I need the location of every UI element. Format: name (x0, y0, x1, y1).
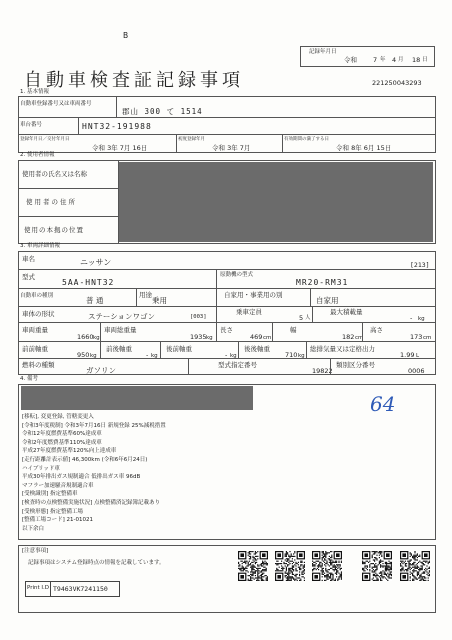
private-value: 自家用 (316, 296, 339, 305)
height-value: 173 (410, 333, 423, 341)
chassis-value: HNT32-191988 (82, 122, 152, 131)
remark-line: 令和12年度燃費基準60%達成車 (22, 431, 102, 438)
type-cert-label: 型式指定番号 (218, 361, 257, 369)
section-3-title: 3. 車両詳細情報 (20, 243, 60, 249)
width-label: 幅 (290, 326, 297, 334)
notice-text: 記録事項はシステム登録時点の情報を記載しています。 (28, 560, 165, 566)
record-date-label: 記録年月日 (309, 49, 337, 55)
remark-line: [受検形態] 指定整備工場 (22, 508, 84, 515)
remark-line: 平成30年排出ガス規制適合 低排出ガス車 96dB (22, 474, 141, 481)
model-value: 5AA-HNT32 (62, 278, 115, 287)
length-value: 469 (250, 333, 263, 341)
print-id-label: Print I.D (27, 585, 50, 591)
redacted-user-info (119, 162, 433, 242)
redacted-note (21, 386, 253, 410)
remarks-list (22, 413, 322, 533)
first-reg-label: 初度登録年月 (178, 137, 205, 142)
record-date-month: 4 (392, 56, 397, 64)
expiry-label: 有効期間の満了する日 (284, 137, 329, 142)
remark-line: マフラー加速騒音規制適合車 (22, 482, 94, 489)
record-date-era: 令和 (344, 56, 357, 64)
max-load-label: 最大積載量 (330, 308, 363, 316)
use-label: 用途 (139, 291, 152, 299)
type-cert-value: 19822 (312, 367, 333, 375)
remark-line: 平成27年度燃費基準120%向上達成車 (22, 448, 117, 455)
engine-value: MR20-RM31 (296, 278, 349, 287)
rear-rear-axle-label: 後後軸重 (244, 345, 270, 353)
vehicle-kind-label: 自動車の種別 (20, 293, 54, 299)
handwritten-note: 64 (370, 392, 396, 416)
remark-line: [令和3年度税制] 令和3年7月16日 新規登録 25%減税措置 (22, 422, 166, 429)
rear-rear-axle-value: 710 (285, 351, 298, 359)
remark-line: [走行距離計表示値] 46,300km (令和6年6月24日) (22, 456, 148, 463)
remark-line: ハイブリッド車 (22, 465, 60, 472)
user-address-label: 使用者の住所 (26, 198, 77, 206)
page-title: 自動車検査証記録事項 (24, 70, 244, 91)
front-front-axle-label: 前前軸重 (22, 345, 48, 353)
displacement-value: 1.99 (400, 351, 415, 359)
vehicle-kind-value: 普 通 (86, 296, 104, 305)
remark-line: [検査時の点検整備実施状況] 点検整備済記録簿記載あり (22, 499, 161, 506)
remark-line: 令和2年度燃費基準110%達成車 (22, 439, 102, 446)
maker-code: [213] (410, 261, 430, 269)
print-id-value: T9463VK7241150 (53, 585, 108, 593)
capacity-value: 5 (299, 314, 304, 322)
class-number-label: 類別区分番号 (336, 361, 375, 369)
rear-front-axle-label: 後前軸重 (166, 345, 192, 353)
qr-code-2 (275, 551, 305, 581)
section-1-title: 1. 基本情報 (20, 89, 49, 95)
private-label: 自家用・事業用の別 (224, 291, 283, 299)
notice-title: [注意事項] (22, 548, 49, 554)
displacement-label: 総排気量又は定格出力 (310, 345, 375, 353)
reg-date-label: 登録年月日／交付年月日 (20, 137, 70, 142)
body-label: 車体の形状 (22, 310, 55, 318)
maker-value: ニッサン (80, 258, 112, 267)
class-number-value: 0006 (408, 367, 425, 375)
max-load-value: - (410, 314, 413, 322)
user-name-label: 使用者の氏名又は名称 (22, 170, 87, 178)
expiry-value: 令和 8年 6月 15日 (336, 144, 392, 152)
reg-date-value: 令和 3年 7月 16日 (92, 144, 148, 152)
gross-weight-value: 1935 (190, 333, 207, 341)
remark-line: [受検識別] 指定整備車 (22, 491, 78, 498)
b-mark: B (123, 31, 129, 40)
weight-label: 車両重量 (22, 326, 48, 334)
weight-value: 1660 (77, 333, 94, 341)
qr-code-5 (400, 551, 430, 581)
model-label: 型式 (22, 273, 35, 281)
section-2-title: 2. 使用者情報 (20, 152, 55, 158)
qr-code-4 (362, 551, 392, 581)
front-front-axle-value: 950 (77, 351, 90, 359)
qr-code-1 (238, 551, 268, 581)
capacity-label: 乗車定員 (236, 308, 262, 316)
body-code: [003] (190, 314, 207, 320)
record-date-year: 7 (373, 56, 378, 64)
length-label: 長さ (220, 326, 233, 334)
base-location-label: 使用の本拠の位置 (24, 226, 84, 234)
maker-label: 車名 (22, 255, 35, 263)
remark-line: [移転], 変更登録, 管轄変更入 (22, 414, 94, 420)
reg-number-label: 自動車登録番号又は車両番号 (20, 101, 92, 107)
section-4-title: 4. 備考 (20, 376, 38, 382)
width-value: 182 (342, 333, 355, 341)
remark-line: 以下余白 (22, 525, 45, 532)
fuel-label: 燃料の種類 (22, 361, 55, 369)
rear-front-axle-value: - (225, 351, 228, 359)
front-rear-axle-value: - (146, 351, 149, 359)
front-rear-axle-label: 前後軸重 (106, 345, 132, 353)
use-value: 乗用 (152, 296, 167, 305)
document-number: 221250043293 (372, 79, 422, 87)
height-label: 高さ (370, 326, 383, 334)
fuel-value: ガソリン (86, 366, 116, 375)
first-reg-value: 令和 3年 7月 (212, 144, 251, 152)
chassis-label: 車台番号 (20, 122, 43, 128)
record-date-box: 記録年月日 令和 7 年 4 月 18 日 (300, 46, 435, 67)
qr-code-3 (312, 551, 342, 581)
record-date-day: 18 (412, 56, 421, 64)
gross-weight-label: 車両総重量 (104, 326, 137, 334)
remark-line: [整備工場コード] 21-01021 (22, 517, 94, 524)
engine-label: 原動機の型式 (220, 272, 254, 278)
body-value: ステーションワゴン (88, 312, 156, 321)
reg-number-value: 郡山 300 て 1514 (122, 107, 203, 116)
